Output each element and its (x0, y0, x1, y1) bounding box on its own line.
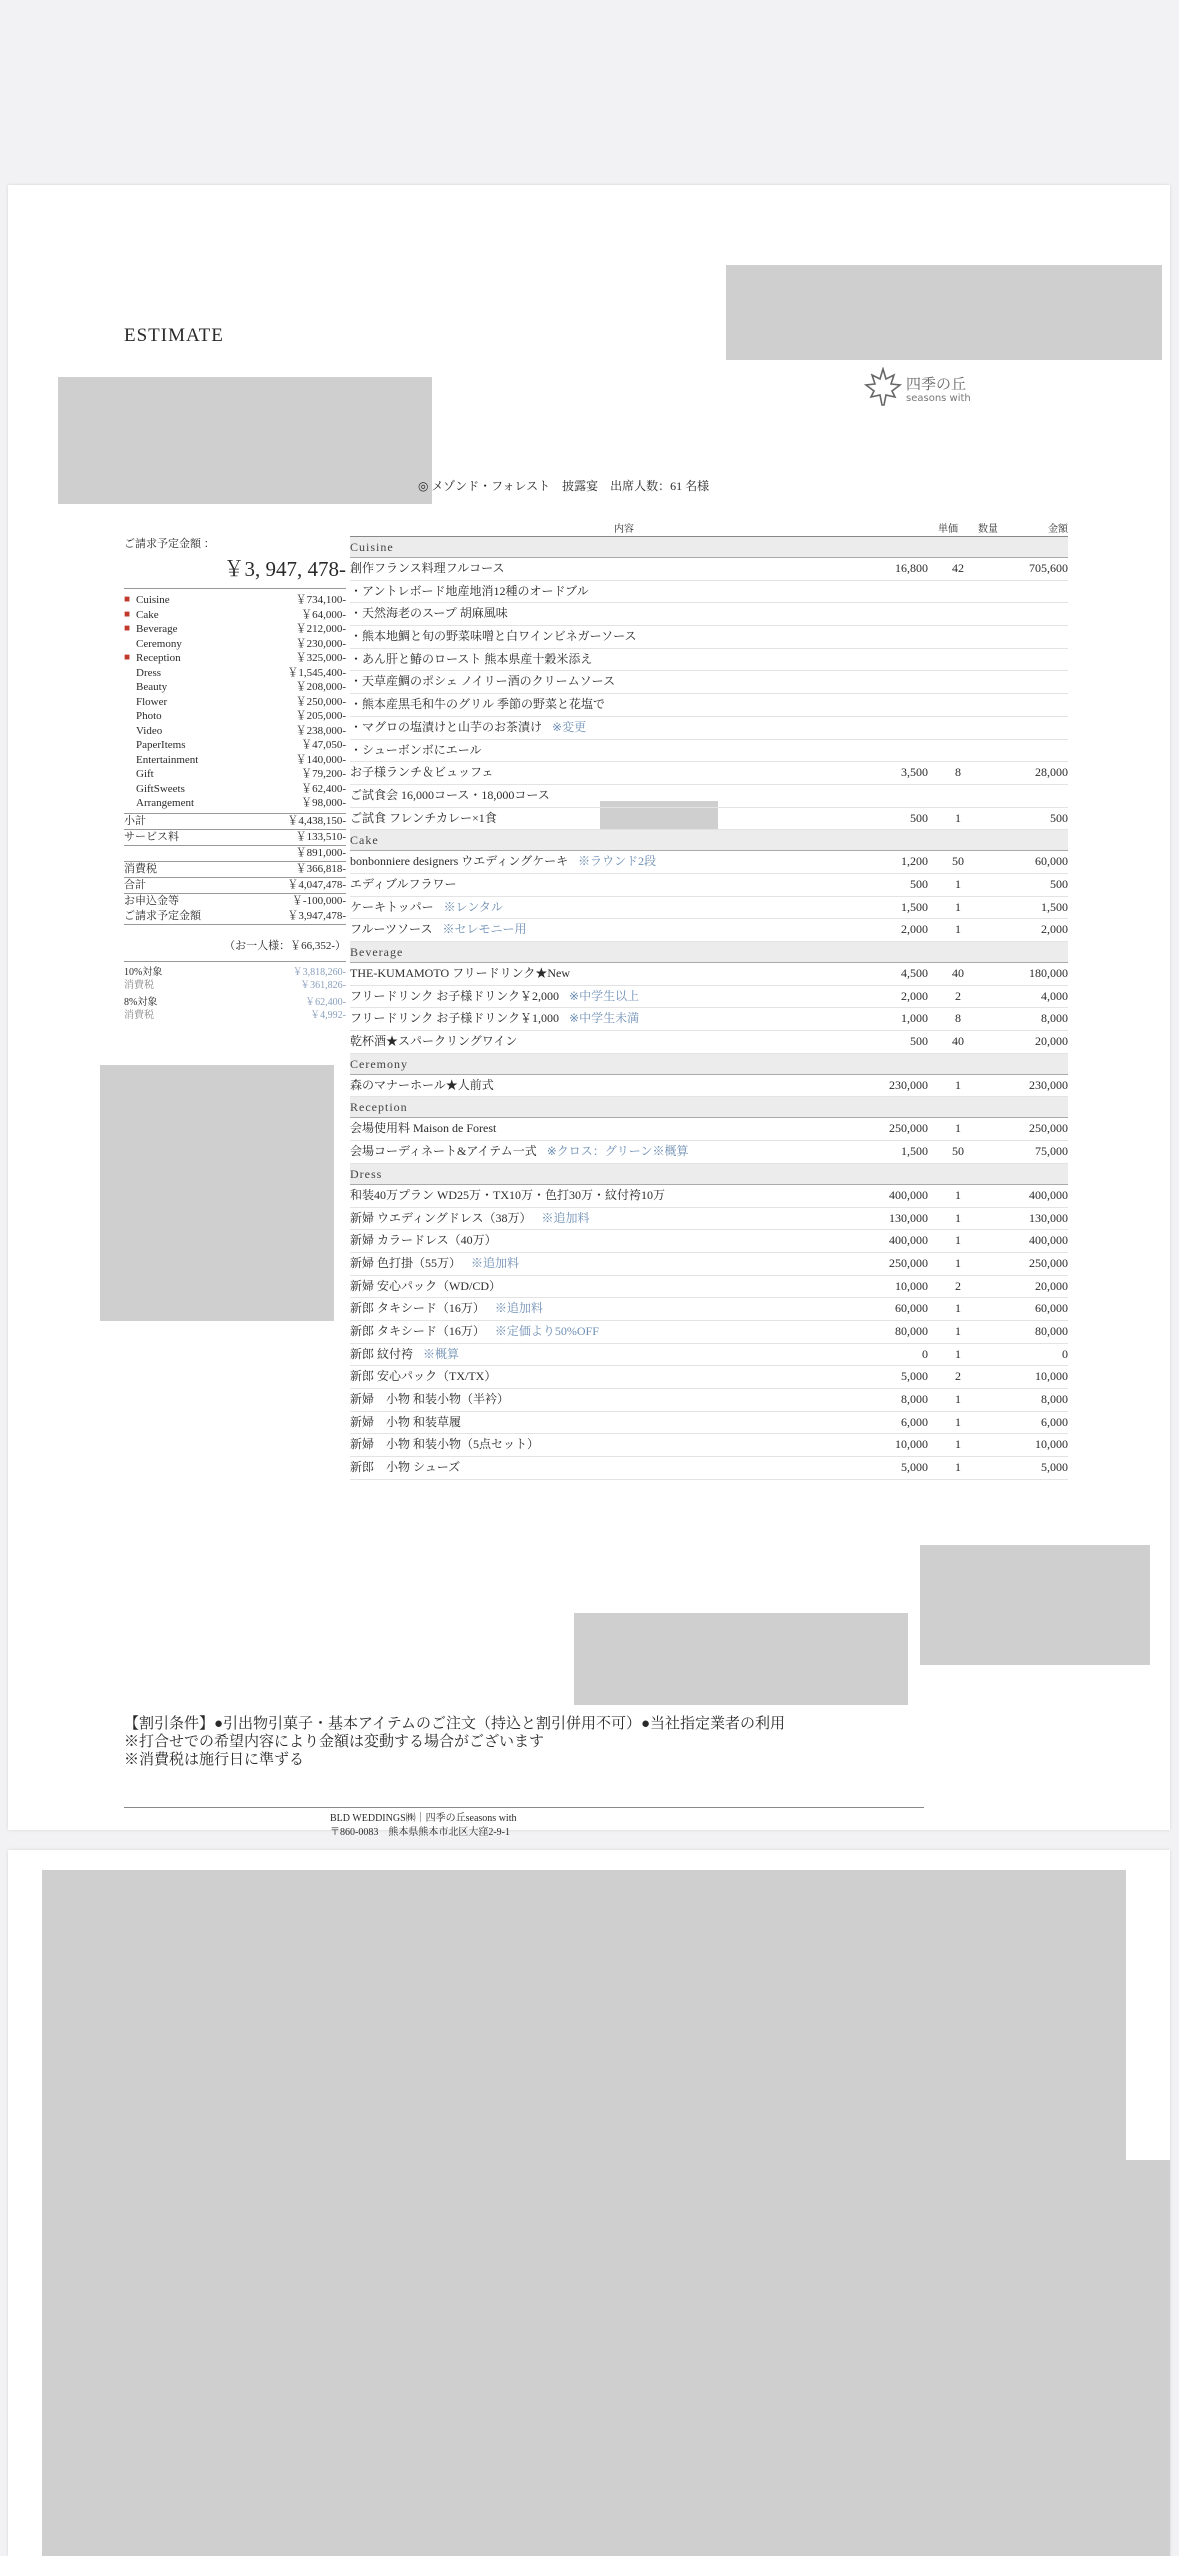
table-row: 乾杯酒★スパークリングワイン 500 40 20,000 (350, 1031, 1068, 1054)
table-row: ケーキトッパー ※レンタル 1,500 1 1,500 (350, 897, 1068, 920)
category-row: Arrangement ￥98,000- (136, 797, 346, 809)
table-row: 創作フランス料理フルコース 16,800 42 705,600 (350, 558, 1068, 581)
table-row: 新婦 色打掛（55万） ※追加料 250,000 1 250,000 (350, 1253, 1068, 1276)
redacted-block (50, 2160, 1170, 2556)
table-row: 新郎 小物 シューズ 5,000 1 5,000 (350, 1457, 1068, 1480)
section-header: Ceremony (350, 1054, 1068, 1075)
second-page (8, 1850, 1170, 2556)
row-note: ※概算 (423, 1346, 460, 1361)
table-row: 新婦 小物 和装小物（5点セット） 10,000 1 10,000 (350, 1434, 1068, 1457)
category-row: ■ Cuisine ￥734,100- (124, 594, 346, 606)
row-note: ※追加料 (471, 1255, 520, 1270)
row-note: ※レンタル (443, 899, 503, 914)
row-note: ※追加料 (541, 1210, 590, 1225)
per-person-amount: （お一人様：￥66,352-） (124, 937, 346, 962)
table-row: ・あん肝と鰆のロースト 熊本県産十穀米添え (350, 649, 1068, 672)
category-row: ■ Reception ￥325,000- (124, 652, 346, 664)
logo-text-jp: 四季の丘 (906, 375, 967, 393)
redacted-block (726, 265, 1162, 360)
row-note: ※変更 (552, 719, 587, 734)
table-row: 新郎 タキシード（16万） ※追加料 60,000 1 60,000 (350, 1298, 1068, 1321)
redacted-block (920, 1545, 1150, 1665)
table-row: 新郎 紋付袴 ※概算 0 1 0 (350, 1344, 1068, 1367)
table-row: ・熊本地鯛と旬の野菜味噌と白ワインビネガーソース (350, 626, 1068, 649)
table-row: 和装40万プラン WD25万・TX10万・色打30万・紋付袴10万 400,000 1 400,000 (350, 1185, 1068, 1208)
section-header: Dress (350, 1164, 1068, 1185)
row-note: ※ラウンド2段 (578, 854, 657, 869)
category-row: Photo ￥205,000- (136, 710, 346, 722)
category-row: Video ￥238,000- (136, 724, 346, 737)
table-row: 新婦 カラードレス（40万） 400,000 1 400,000 (350, 1230, 1068, 1253)
category-row: Dress ￥1,545,400- (136, 666, 346, 679)
tax-row: 消費税 ￥366,818- (124, 862, 346, 878)
summary-panel (124, 535, 346, 1022)
service-row: サービス料 ￥133,510- (124, 830, 346, 846)
category-row: Flower ￥250,000- (136, 695, 346, 708)
table-row: 新婦 小物 和装草履 6,000 1 6,000 (350, 1412, 1068, 1435)
table-row: 新婦 小物 和装小物（半衿） 8,000 1 8,000 (350, 1389, 1068, 1412)
row-note: ※定価より50%OFF (494, 1323, 599, 1338)
logo-text-en: seasons with (906, 393, 971, 404)
row-note: ※クロス：グリーン※概算 (546, 1144, 689, 1159)
category-row: Ceremony ￥230,000- (136, 637, 346, 650)
redacted-block (574, 1613, 908, 1705)
document-title: ESTIMATE (124, 325, 224, 346)
extra-row: ￥891,000- (124, 846, 346, 862)
section-header: Beverage (350, 942, 1068, 963)
section-header: Cuisine (350, 537, 1068, 558)
redacted-block (58, 377, 432, 504)
section-header: Cake (350, 830, 1068, 851)
table-row: フルーツソース ※セレモニー用 2,000 1 2,000 (350, 919, 1068, 942)
table-row: 会場コーディネート&アイテム一式 ※クロス：グリーン※概算 1,500 50 75,000 (350, 1141, 1068, 1164)
sum-row: 合計 ￥4,047,478- (124, 878, 346, 894)
table-row: ・アントレボード地産地消12種のオードブル (350, 581, 1068, 604)
category-row: Beauty ￥208,000- (136, 681, 346, 693)
table-row: 新婦 ウエディングドレス（38万） ※追加料 130,000 1 130,000 (350, 1208, 1068, 1231)
table-row: bonbonniere designers ウエディングケーキ ※ラウンド2段 1,200 50 60,000 (350, 851, 1068, 874)
table-header: 内容 単価 数量 金額 (350, 520, 1068, 537)
venue-logo (856, 365, 986, 411)
table-row: 新婦 安心パック（WD/CD） 10,000 2 20,000 (350, 1276, 1068, 1299)
footer-divider (124, 1807, 924, 1808)
section-header: Reception (350, 1097, 1068, 1118)
table-row: ・シューボンボにエール (350, 740, 1068, 763)
table-row: THE-KUMAMOTO フリードリンク★New 4,500 40 180,000 (350, 963, 1068, 986)
table-row: ・天然海老のスープ 胡麻風味 (350, 603, 1068, 626)
row-note: ※中学生以上 (569, 988, 640, 1003)
table-row: フリードリンク お子様ドリンク￥2,000 ※中学生以上 2,000 2 4,000 (350, 986, 1068, 1009)
row-note: ※セレモニー用 (442, 922, 527, 937)
table-row: ・マグロの塩漬けと山芋のお茶漬け ※変更 (350, 717, 1068, 740)
table-row: ・天草産鯛のポシェ ノイリー酒のクリームソース (350, 671, 1068, 694)
table-row: 新郎 タキシード（16万） ※定価より50%OFF 80,000 1 80,000 (350, 1321, 1068, 1344)
redacted-block (100, 1065, 334, 1321)
tax-breakdown: 10%対象 ￥3,818,260- 消費税 ￥361,826- 8%対象 ￥62,400- 消費税 ￥4,992- (124, 966, 346, 1021)
table-row: 新郎 安心パック（TX/TX） 5,000 2 10,000 (350, 1366, 1068, 1389)
estimate-table (350, 520, 1068, 1480)
summary-total: ￥3, 947, 478- (124, 553, 346, 589)
final-row: ご請求予定金額 ￥3,947,478- (124, 909, 346, 925)
table-row: フリードリンク お子様ドリンク￥1,000 ※中学生未満 1,000 8 8,000 (350, 1008, 1068, 1031)
row-note: ※追加料 (494, 1301, 543, 1316)
table-row: ご試食会 16,000コース・18,000コース (350, 785, 1068, 808)
category-list (124, 593, 346, 814)
table-row: 会場使用料 Maison de Forest 250,000 1 250,000 (350, 1118, 1068, 1141)
company-footer: BLD WEDDINGS㈱｜四季の丘seasons with 〒860-0083 熊本県熊本市北区大窪2-9-1 (330, 1813, 517, 1838)
category-row: GiftSweets ￥62,400- (136, 782, 346, 795)
category-row: ■ Cake ￥64,000- (124, 608, 346, 621)
category-row: Gift ￥79,200- (136, 768, 346, 780)
deposit-row: お申込金等 ￥-100,000- (124, 894, 346, 907)
table-row: ご試食 フレンチカレー×1食 500 1 500 (350, 808, 1068, 831)
maple-leaf-icon (862, 367, 904, 407)
category-row: PaperItems ￥47,050- (136, 739, 346, 751)
category-row: Entertainment ￥140,000- (136, 753, 346, 766)
table-row: ・熊本産黒毛和牛のグリル 季節の野菜と花塩で (350, 694, 1068, 717)
subtotal-row: 小計 ￥4,438,150- (124, 814, 346, 830)
table-body (350, 537, 1068, 1480)
totals (124, 814, 346, 925)
table-row: お子様ランチ＆ビュッフェ 3,500 8 28,000 (350, 762, 1068, 785)
table-row: 森のマナーホール★人前式 230,000 1 230,000 (350, 1075, 1068, 1098)
table-row: エディブルフラワー 500 1 500 (350, 874, 1068, 897)
venue-line: ◎ メゾンド・フォレスト 披露宴 出席人数：61 名様 (418, 479, 710, 493)
summary-label: ご請求予定金額 ： (124, 538, 215, 550)
discount-conditions: 【割引条件】●引出物引菓子・基本アイテムのご注文（持込と割引併用不可）●当社指定業者の利用 ※打合せでの希望内容により金額は変動する場合がございます ※消費税は施行日に準ずる (124, 1716, 786, 1768)
estimate-page (8, 185, 1170, 1838)
row-note: ※中学生未満 (569, 1011, 640, 1026)
category-row: ■ Beverage ￥212,000- (124, 623, 346, 635)
